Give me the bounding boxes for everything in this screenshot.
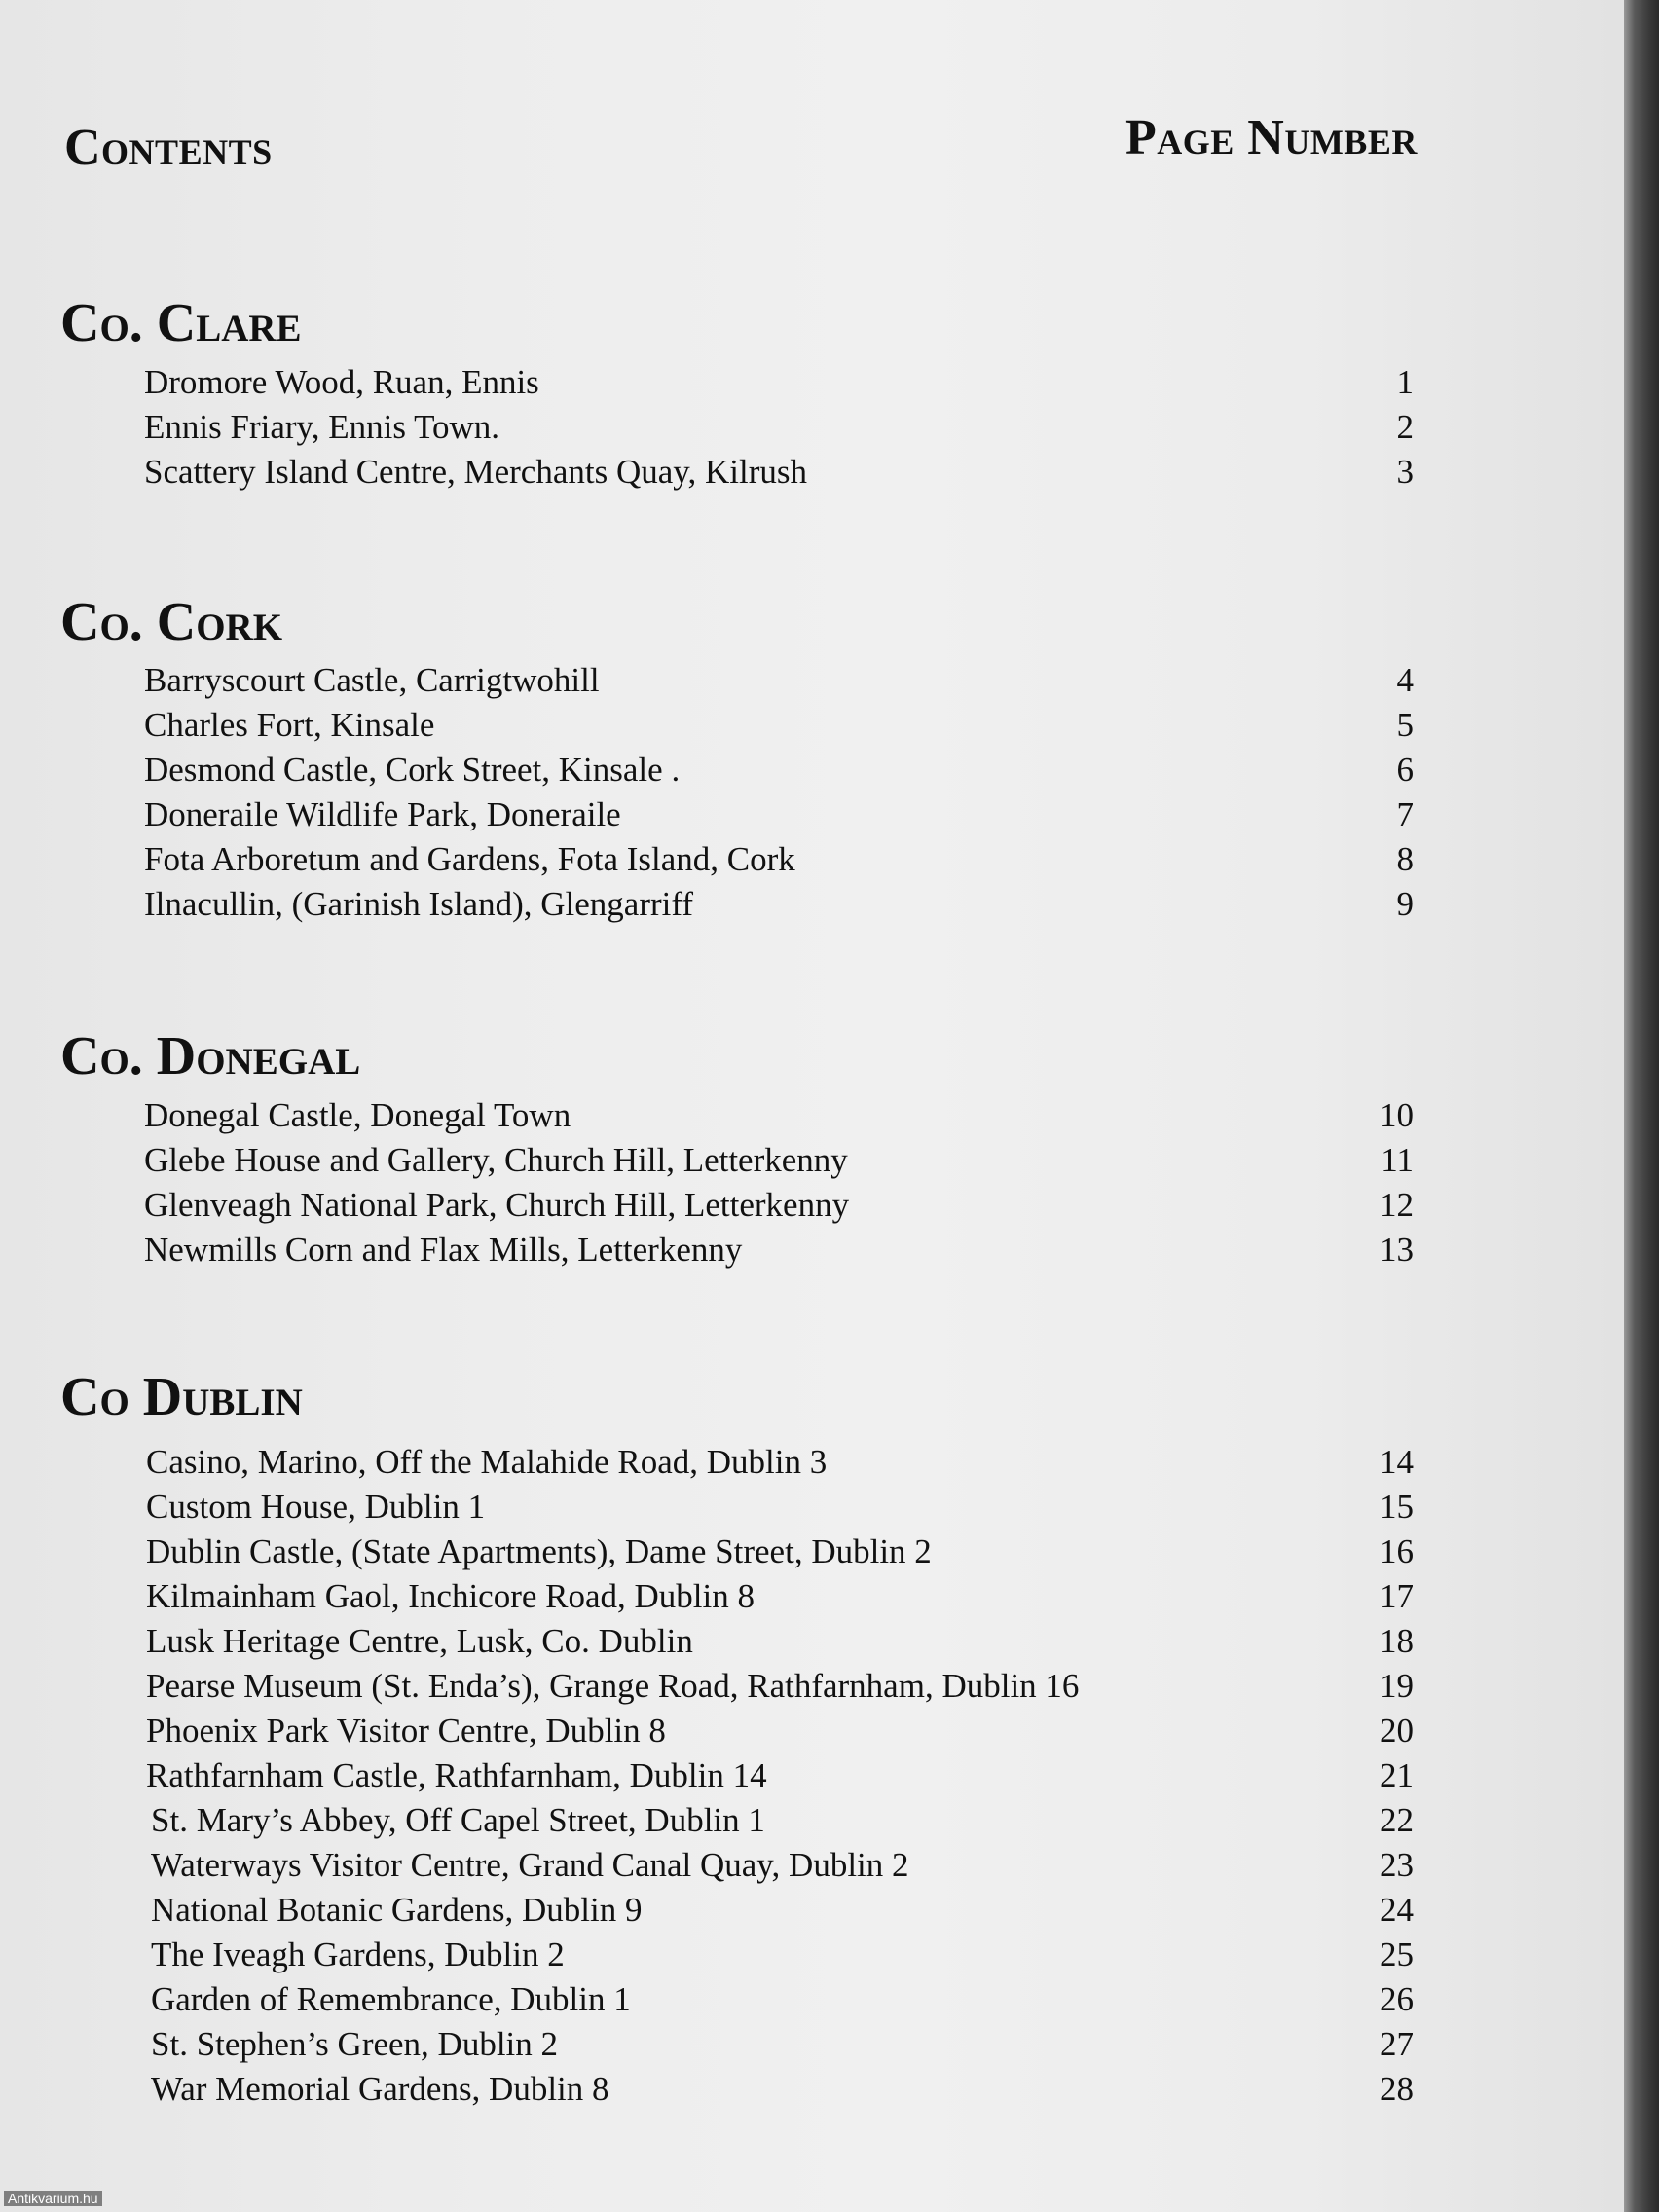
entry-name: Desmond Castle, Cork Street, Kinsale . bbox=[144, 751, 681, 789]
toc-entry bbox=[0, 658, 1519, 703]
entry-page-number: 13 bbox=[1380, 1231, 1414, 1269]
entry-list bbox=[0, 1093, 1519, 1272]
entry-name: St. Mary’s Abbey, Off Capel Street, Dublin 1 bbox=[151, 1801, 765, 1839]
entry-page-number: 7 bbox=[1396, 795, 1414, 833]
entry-page-number: 6 bbox=[1396, 751, 1414, 789]
entry-name: War Memorial Gardens, Dublin 8 bbox=[151, 2070, 609, 2108]
toc-entry bbox=[0, 2067, 1519, 2112]
toc-entry bbox=[0, 1977, 1519, 2022]
entry-name: Phoenix Park Visitor Centre, Dublin 8 bbox=[146, 1712, 666, 1750]
entry-list bbox=[0, 360, 1519, 495]
toc-entry bbox=[0, 1753, 1519, 1798]
section-title: Co. Clare bbox=[60, 293, 302, 353]
entry-page-number: 18 bbox=[1380, 1622, 1414, 1660]
entry-name: Doneraile Wildlife Park, Doneraile bbox=[144, 795, 621, 833]
toc-entry bbox=[0, 1843, 1519, 1888]
entry-name: Dublin Castle, (State Apartments), Dame Street, Dublin 2 bbox=[146, 1532, 932, 1570]
entry-page-number: 12 bbox=[1380, 1186, 1414, 1224]
page-edge-shadow bbox=[1624, 0, 1659, 2212]
entry-page-number: 10 bbox=[1380, 1096, 1414, 1134]
toc-entry bbox=[0, 1440, 1519, 1485]
toc-entry bbox=[0, 748, 1519, 793]
entry-list bbox=[0, 658, 1519, 927]
toc-entry bbox=[0, 1619, 1519, 1664]
entry-name: The Iveagh Gardens, Dublin 2 bbox=[151, 1936, 565, 1973]
toc-entry bbox=[0, 1093, 1519, 1138]
entry-page-number: 22 bbox=[1380, 1801, 1414, 1839]
entry-name: Glebe House and Gallery, Church Hill, Letterkenny bbox=[144, 1141, 848, 1179]
entry-name: Ennis Friary, Ennis Town. bbox=[144, 408, 500, 446]
page-number-heading: Page Number bbox=[1125, 110, 1418, 166]
entry-page-number: 8 bbox=[1396, 840, 1414, 878]
entry-name: Fota Arboretum and Gardens, Fota Island, Cork bbox=[144, 840, 795, 878]
watermark-credit: Antikvarium.hu bbox=[4, 2191, 102, 2206]
entry-page-number: 14 bbox=[1380, 1443, 1414, 1481]
toc-entry bbox=[0, 1933, 1519, 1977]
entry-page-number: 2 bbox=[1396, 408, 1414, 446]
toc-entry bbox=[0, 703, 1519, 748]
entry-name: Scattery Island Centre, Merchants Quay, Kilrush bbox=[144, 453, 808, 491]
entry-name: Newmills Corn and Flax Mills, Letterkenny bbox=[144, 1231, 743, 1269]
entry-page-number: 1 bbox=[1396, 363, 1414, 401]
toc-entry bbox=[0, 1574, 1519, 1619]
section-title: Co. Cork bbox=[60, 592, 283, 652]
entry-name: Glenveagh National Park, Church Hill, Letterkenny bbox=[144, 1186, 850, 1224]
entry-name: Kilmainham Gaol, Inchicore Road, Dublin 8 bbox=[146, 1577, 755, 1615]
entry-name: National Botanic Gardens, Dublin 9 bbox=[151, 1891, 643, 1929]
entry-page-number: 28 bbox=[1380, 2070, 1414, 2108]
toc-entry bbox=[0, 360, 1519, 405]
toc-entry bbox=[0, 1798, 1519, 1843]
entry-page-number: 11 bbox=[1381, 1141, 1414, 1179]
toc-entry bbox=[0, 1138, 1519, 1183]
entry-page-number: 25 bbox=[1380, 1936, 1414, 1973]
entry-name: Donegal Castle, Donegal Town bbox=[144, 1096, 571, 1134]
entry-page-number: 23 bbox=[1380, 1846, 1414, 1884]
toc-entry bbox=[0, 1530, 1519, 1574]
entry-page-number: 3 bbox=[1396, 453, 1414, 491]
entry-page-number: 26 bbox=[1380, 1980, 1414, 2018]
entry-name: Lusk Heritage Centre, Lusk, Co. Dublin bbox=[146, 1622, 693, 1660]
toc-entry bbox=[0, 1485, 1519, 1530]
section-title: Co. Donegal bbox=[60, 1026, 361, 1087]
entry-page-number: 27 bbox=[1380, 2025, 1414, 2063]
entry-page-number: 19 bbox=[1380, 1667, 1414, 1705]
entry-name: Pearse Museum (St. Enda’s), Grange Road, Rathfarnham, Dublin 16 bbox=[146, 1667, 1080, 1705]
entry-page-number: 15 bbox=[1380, 1488, 1414, 1526]
toc-entry bbox=[0, 2022, 1519, 2067]
entry-page-number: 9 bbox=[1396, 885, 1414, 923]
entry-name: Waterways Visitor Centre, Grand Canal Quay, Dublin 2 bbox=[151, 1846, 909, 1884]
entry-page-number: 24 bbox=[1380, 1891, 1414, 1929]
toc-entry bbox=[0, 1888, 1519, 1933]
entry-name: Barryscourt Castle, Carrigtwohill bbox=[144, 661, 600, 699]
entry-name: Garden of Remembrance, Dublin 1 bbox=[151, 1980, 631, 2018]
toc-entry bbox=[0, 450, 1519, 495]
entry-page-number: 20 bbox=[1380, 1712, 1414, 1750]
toc-entry bbox=[0, 405, 1519, 450]
entry-name: Charles Fort, Kinsale bbox=[144, 706, 435, 744]
entry-name: Rathfarnham Castle, Rathfarnham, Dublin 14 bbox=[146, 1756, 767, 1794]
toc-entry bbox=[0, 1228, 1519, 1272]
entry-name: Dromore Wood, Ruan, Ennis bbox=[144, 363, 539, 401]
entry-name: Ilnacullin, (Garinish Island), Glengarriff bbox=[144, 885, 694, 923]
contents-heading: Contents bbox=[64, 120, 273, 175]
entry-name: St. Stephen’s Green, Dublin 2 bbox=[151, 2025, 559, 2063]
entry-page-number: 4 bbox=[1396, 661, 1414, 699]
section-title: Co Dublin bbox=[60, 1367, 303, 1427]
toc-entry bbox=[0, 837, 1519, 882]
entry-name: Custom House, Dublin 1 bbox=[146, 1488, 486, 1526]
toc-entry bbox=[0, 882, 1519, 927]
entry-list bbox=[0, 1440, 1519, 2112]
entry-page-number: 5 bbox=[1396, 706, 1414, 744]
entry-page-number: 16 bbox=[1380, 1532, 1414, 1570]
entry-page-number: 17 bbox=[1380, 1577, 1414, 1615]
entry-page-number: 21 bbox=[1380, 1756, 1414, 1794]
entry-name: Casino, Marino, Off the Malahide Road, Dublin 3 bbox=[146, 1443, 828, 1481]
toc-entry bbox=[0, 1664, 1519, 1709]
toc-entry bbox=[0, 1709, 1519, 1753]
toc-entry bbox=[0, 793, 1519, 837]
toc-entry bbox=[0, 1183, 1519, 1228]
